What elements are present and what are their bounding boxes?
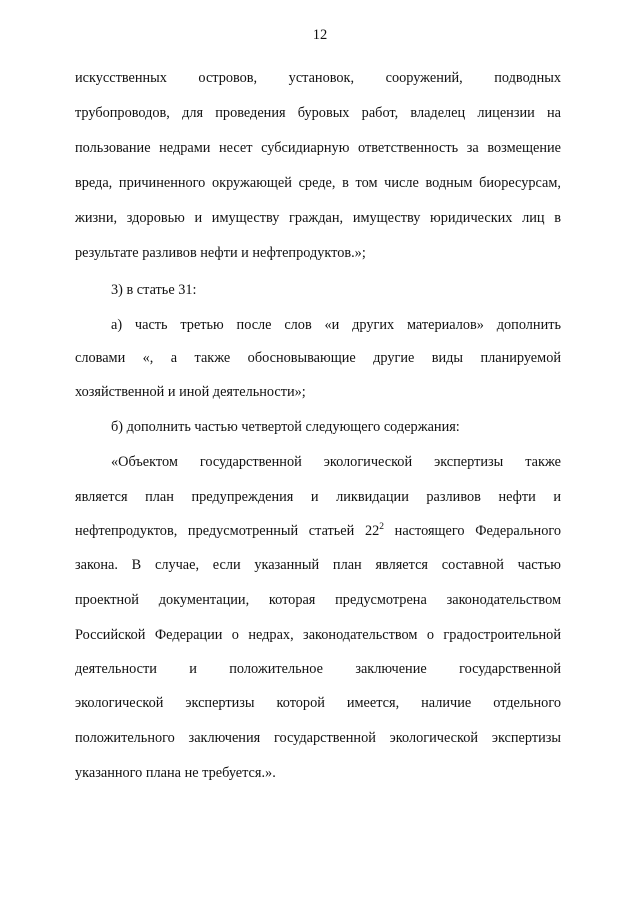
text-line: пользование недрами несет субсидиарную ответственность за возмещение (75, 140, 561, 156)
text-line: а) часть третью после слов «и других материалов» дополнить (111, 317, 561, 333)
text-line: Российской Федерации о недрах, законодательством о градостроительной (75, 627, 561, 643)
text-line-with-superscript (75, 522, 561, 540)
text-line: проектной документации, которая предусмотрена законодательством (75, 592, 561, 608)
superscript: 2 (379, 522, 385, 532)
page-number: 12 (312, 27, 328, 43)
text-line: положительного заключения государственной экологической экспертизы (75, 730, 561, 746)
text-line: словами «, а также обосновывающие другие виды планируемой (75, 350, 561, 366)
text-line: жизни, здоровью и имуществу граждан, имуществу юридических лиц в (75, 210, 561, 226)
text-line: искусственных островов, установок, сооружений, подводных (75, 70, 561, 86)
text-line: хозяйственной и иной деятельности»; (75, 384, 306, 400)
list-item-heading: б) дополнить частью четвертой следующего содержания: (111, 419, 460, 435)
text-line: «Объектом государственной экологической экспертизы также (111, 454, 561, 470)
text-segment: нефтепродуктов, предусмотренный статьей 22 (75, 523, 380, 539)
text-line: указанного плана не требуется.». (75, 765, 276, 781)
text-line: вреда, причиненного окружающей среде, в том числе водным биоресурсам, (75, 175, 561, 191)
list-item-heading: 3) в статье 31: (111, 282, 197, 298)
text-line: экологической экспертизы которой имеется, наличие отдельного (75, 695, 561, 711)
text-segment: настоящего Федерального (384, 523, 561, 539)
text-line: является план предупреждения и ликвидации разливов нефти и (75, 489, 561, 505)
text-line: трубопроводов, для проведения буровых работ, владелец лицензии на (75, 105, 561, 121)
text-line: закона. В случае, если указанный план является составной частью (75, 557, 561, 573)
text-line: результате разливов нефти и нефтепродуктов.»; (75, 245, 366, 261)
text-line: деятельности и положительное заключение государственной (75, 661, 561, 677)
